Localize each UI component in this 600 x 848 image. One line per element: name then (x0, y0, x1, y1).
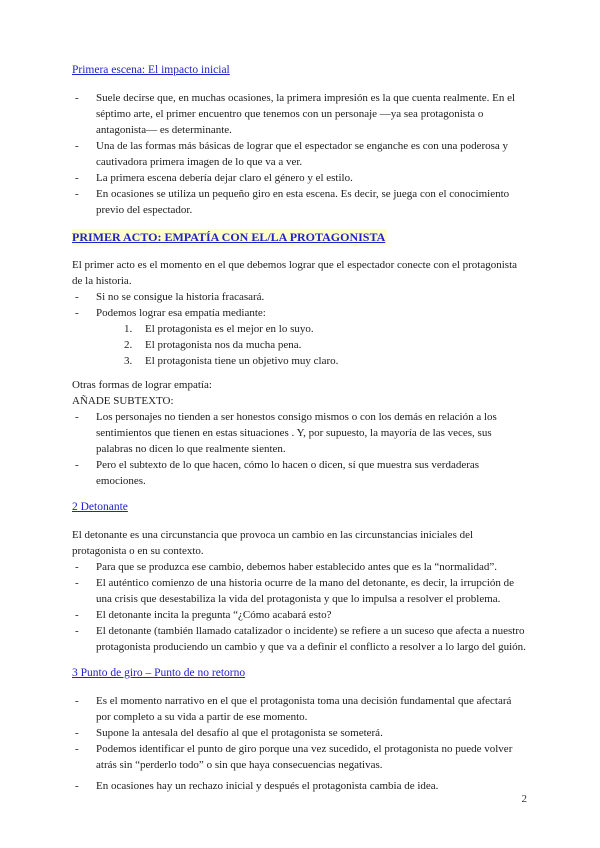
bullet-text: Una de las formas más básicas de lograr que el espectador se enganche es con una poderosa y cautivadora primera imagen de lo que va a ver. (96, 140, 509, 168)
bullet-text: Si no se consigue la historia fracasará. (96, 291, 265, 303)
list-item (72, 289, 528, 305)
list-item (72, 778, 528, 794)
section-heading-primera-escena (72, 62, 528, 79)
number-marker: 3. (124, 355, 133, 367)
bullet-text: En ocasiones se utiliza un pequeño giro en esta escena. Es decir, se juega con el conocimiento previo del espectador. (96, 188, 510, 216)
list-item (72, 138, 528, 170)
numbered-text: El protagonista nos da mucha pena. (145, 339, 302, 351)
section-primer-acto (72, 228, 528, 489)
bullet-dash: - (75, 291, 79, 303)
list-item (72, 170, 528, 186)
bullet-text: Pero el subtexto de lo que hacen, cómo lo hacen o dicen, sí que muestra sus verdaderas emociones. (96, 459, 480, 487)
bullet-text: Supone la antesala del desafío al que el protagonista se someterá. (96, 727, 383, 739)
list-item (72, 90, 528, 138)
list-item (72, 607, 528, 623)
list-item (72, 457, 528, 489)
bullet-text: El detonante (también llamado catalizador o incidente) se refiere a un suceso que afecta a nuestro protagonista produciendo un cambio y que va a definir el conflicto a resolver a lo largo del guión. (96, 625, 526, 653)
bullet-text: Los personajes no tienden a ser honestos consigo mismos o con los demás en relación a los sentimientos que tienen en estas situaciones . Y, por supuesto, la mayoría de las veces, sus palabras no dicen lo que realmente sienten. (96, 411, 497, 455)
list-item (72, 409, 528, 457)
bullet-dash: - (75, 92, 79, 104)
list-item (72, 559, 528, 575)
bullet-dash: - (75, 411, 79, 423)
bullet-dash: - (75, 609, 79, 621)
numbered-item (124, 321, 528, 337)
bullet-dash: - (75, 561, 79, 573)
paragraph-anade-subtexto: AÑADE SUBTEXTO: (72, 395, 174, 407)
bullet-dash: - (75, 172, 79, 184)
bullet-text: Es el momento narrativo en el que el protagonista toma una decisión fundamental que afectará por completo a su vida a partir de ese momento. (96, 695, 512, 723)
paragraph-intro: El detonante es una circunstancia que provoca un cambio en las circunstancias iniciales del protagonista o en su contexto. (72, 529, 474, 557)
section-heading-detonante (72, 499, 528, 516)
bullet-dash: - (75, 307, 79, 319)
paragraph-intro: El primer acto es el momento en el que debemos lograr que el espectador conecte con el protagonista de la historia. (72, 259, 518, 287)
bullet-text: Podemos lograr esa empatía mediante: (96, 307, 266, 319)
list-item (72, 305, 528, 321)
number-marker: 1. (124, 323, 133, 335)
numbered-text: El protagonista tiene un objetivo muy claro. (145, 355, 339, 367)
bullet-dash: - (75, 577, 79, 589)
number-marker: 2. (124, 339, 133, 351)
bullet-text: El detonante incita la pregunta “¿Cómo acabará esto? (96, 609, 332, 621)
paragraph-otras-formas: Otras formas de lograr empatía: (72, 379, 212, 391)
section-primera-escena (72, 62, 528, 218)
bullet-text: Para que se produzca ese cambio, debemos haber establecido antes que es la “normalidad”. (96, 561, 498, 573)
numbered-item (124, 353, 528, 369)
bullet-dash: - (75, 140, 79, 152)
heading-link-primera-escena[interactable]: Primera escena: El impacto inicial (72, 64, 230, 76)
bullet-text: Podemos identificar el punto de giro porque una vez sucedido, el protagonista no puede volver atrás sin “perderlo todo” o sin que haya consecuencias negativas. (96, 743, 513, 771)
list-item (72, 575, 528, 607)
bullet-text: La primera escena debería dejar claro el género y el estilo. (96, 172, 353, 184)
bullet-dash: - (75, 780, 79, 792)
bullet-text: En ocasiones hay un rechazo inicial y después el protagonista cambia de idea. (96, 780, 439, 792)
bullet-text: El auténtico comienzo de una historia ocurre de la mano del detonante, es decir, la irrupción de una crisis que desestabiliza la vida del protagonista y que lo impulsa a resolver el problema. (96, 577, 515, 605)
list-item (72, 693, 528, 725)
bullet-dash: - (75, 727, 79, 739)
numbered-text: El protagonista es el mejor en lo suyo. (145, 323, 314, 335)
section-heading-primer-acto (72, 228, 528, 246)
bullet-dash: - (75, 188, 79, 200)
bullet-text: Suele decirse que, en muchas ocasiones, la primera impresión es la que cuenta realmente. En el séptimo arte, el primer encuentro que tenemos con un personaje —ya sea protagonista o antagonista— es determinante. (96, 92, 516, 136)
bullet-dash: - (75, 459, 79, 471)
list-item (72, 741, 528, 773)
list-item (72, 186, 528, 218)
heading-link-detonante[interactable]: 2 Detonante (72, 501, 128, 513)
section-punto-de-giro (72, 665, 528, 794)
page-number: 2 (521, 793, 527, 805)
bullet-dash: - (75, 695, 79, 707)
numbered-item (124, 337, 528, 353)
section-detonante (72, 499, 528, 655)
list-item (72, 623, 528, 655)
bullet-dash: - (75, 743, 79, 755)
list-item (72, 725, 528, 741)
section-heading-punto-de-giro (72, 665, 528, 682)
bullet-dash: - (75, 625, 79, 637)
heading-link-punto-de-giro[interactable]: 3 Punto de giro – Punto de no retorno (72, 667, 246, 679)
heading-link-primer-acto[interactable]: PRIMER ACTO: EMPATÍA CON EL/LA PROTAGONISTA (72, 230, 386, 244)
